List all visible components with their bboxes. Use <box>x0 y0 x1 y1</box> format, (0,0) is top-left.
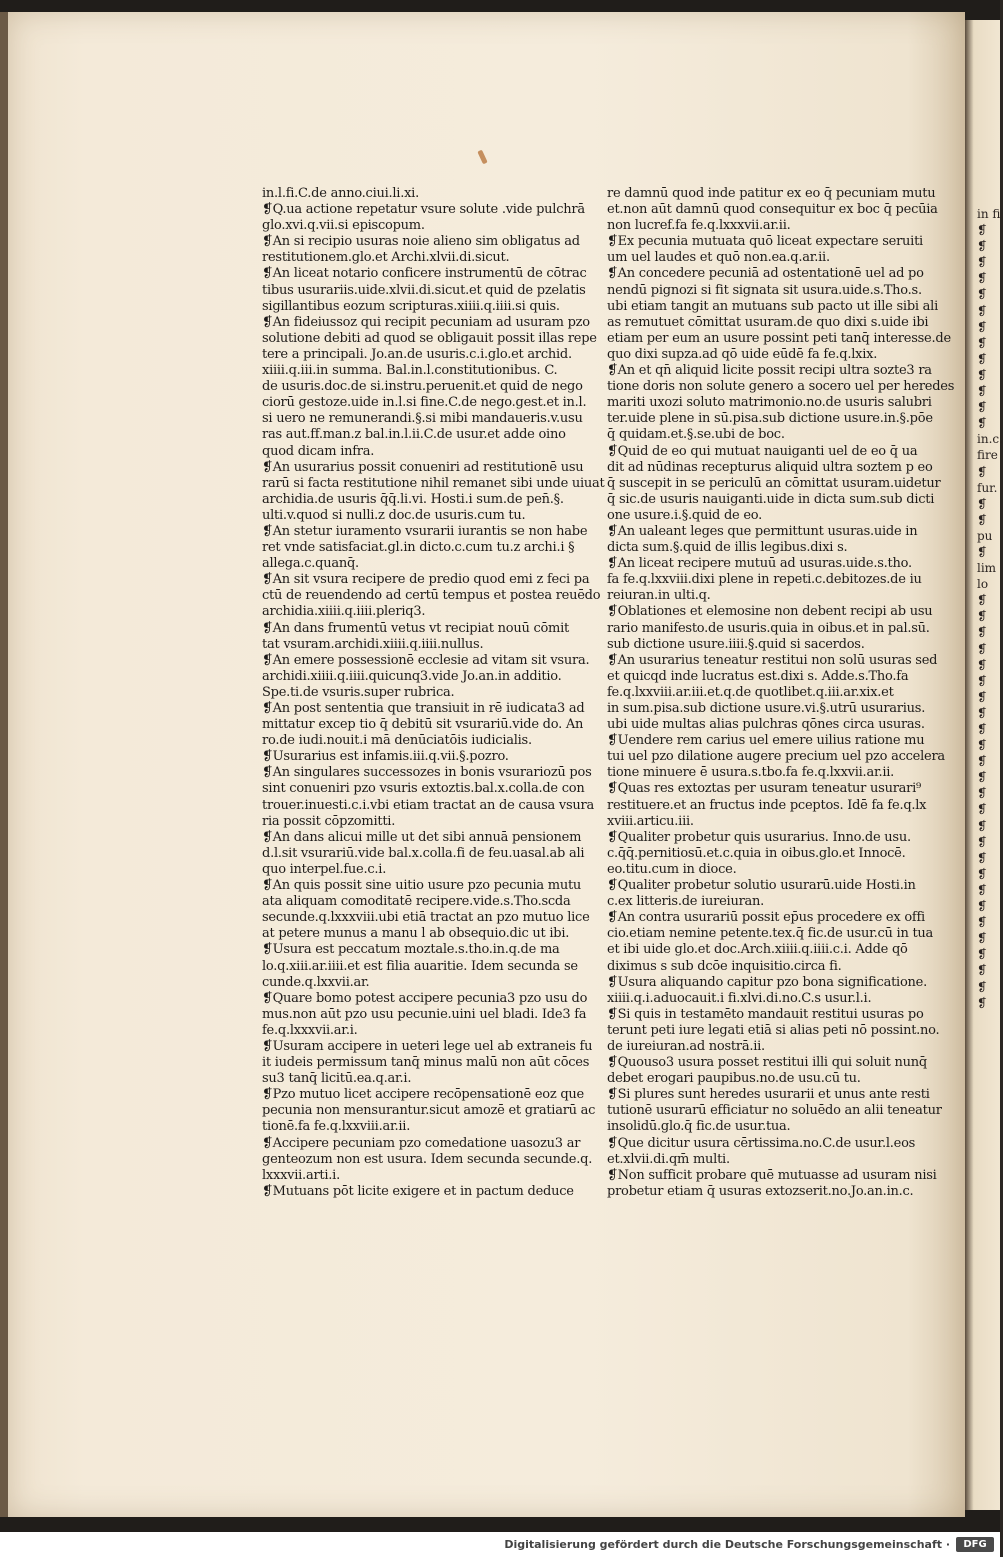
right-column-line: ubi uide multas alias pulchras qōnes circa usuras. <box>607 717 925 733</box>
edge-fragments-line: fire <box>977 448 998 463</box>
left-column-line: ❡An si recipio usuras noie alieno sim obligatus ad <box>262 234 580 250</box>
right-column-line: ❡Quouso3 usura posset restitui illi qui soluit nunq̄ <box>607 1055 927 1071</box>
left-column-line: ❡Accipere pecuniam pzo comedatione uasozu3 ar <box>262 1135 581 1151</box>
edge-fragments-line: ❡ <box>977 384 988 399</box>
edge-fragments-line: ❡ <box>977 963 988 978</box>
edge-fragments-line: ❡ <box>977 464 988 479</box>
left-column-line: cunde.q.lxxvii.ar. <box>262 974 370 990</box>
left-column-line: ❡An sit vsura recipere de predio quod emi z feci pa <box>262 572 590 588</box>
right-column-line: fe.q.lxxviii.ar.iii.et.q.de quotlibet.q.iii.ar.xix.et <box>607 684 894 700</box>
left-column-line: ❡An stetur iuramento vsurarii iurantis se non habe <box>262 523 588 539</box>
left-column-line: allega.c.quanq̄. <box>262 556 359 572</box>
left-column-line: ata aliquam comoditatē recipere.vide.s.Tho.scda <box>262 894 571 910</box>
edge-fragments-line: ❡ <box>977 995 988 1010</box>
right-column-line: eo.titu.cum in dioce. <box>607 861 737 877</box>
edge-fragments-line: pu <box>977 528 993 543</box>
edge-fragments-line: ❡ <box>977 770 988 785</box>
left-column-line: it iudeis permissum tanq̄ minus malū non aūt cōces <box>262 1055 590 1071</box>
right-column-line: tutionē usurarū efficiatur no soluēdo an alii teneatur <box>607 1103 942 1119</box>
edge-fragments-line: ❡ <box>977 931 988 946</box>
right-column-line: tui uel pzo dilatione augere precium uel pzo accelera <box>607 749 945 765</box>
edge-fragments-line: ❡ <box>977 609 988 624</box>
edge-fragments-line: ❡ <box>977 915 988 930</box>
left-column-line: restitutionem.glo.et Archi.xlvii.di.sicut. <box>262 250 510 266</box>
edge-fragments-line: ❡ <box>977 400 988 415</box>
edge-fragments-line: ❡ <box>977 255 988 270</box>
right-column-line: nendū pignozi si fit signata sit usura.uide.s.Tho.s. <box>607 282 922 298</box>
left-column-line: de usuris.doc.de si.instru.peruenit.et quid de nego <box>262 379 583 395</box>
left-column-line: ❡An quis possit sine uitio usure pzo pecunia mutu <box>262 878 582 894</box>
right-column-line: ❡An ualeant leges que permittunt usuras.uide in <box>607 523 918 539</box>
left-column-line: d.l.sit vsurariū.vide bal.x.colla.fi de feu.uasal.ab ali <box>262 845 585 861</box>
right-column-line: cio.etiam nemine petente.tex.q̄ fic.de usur.cū in tua <box>607 926 934 942</box>
left-column-line: ria possit cōpzomitti. <box>262 813 396 829</box>
right-column-line: re damnū quod inde patitur ex eo q̄ pecuniam mutu <box>607 186 936 201</box>
edge-fragments-line: ❡ <box>977 866 988 881</box>
left-column-line: fe.q.lxxxvii.ar.i. <box>262 1022 358 1038</box>
left-column-line: tionē.fa fe.q.lxxviii.ar.ii. <box>262 1119 411 1135</box>
right-column-line: ❡Ex pecunia mutuata quō liceat expectare seruiti <box>607 234 923 250</box>
edge-fragments-line: ❡ <box>977 947 988 962</box>
right-column-line: sub dictione usure.iiii.§.quid si sacerdos. <box>607 636 865 652</box>
left-column-line: tat vsuram.archidi.xiiii.q.iiii.nullus. <box>262 636 484 652</box>
edge-fragments-line: ❡ <box>977 673 988 688</box>
edge-fragments-line: lo <box>977 577 989 592</box>
left-column-line: at petere munus a manu l ab obsequio.dic ut ibi. <box>262 926 570 942</box>
left-column-line: ❡An usurarius possit conueniri ad restitutionē usu <box>262 459 584 475</box>
left-column-line: mus.non aūt pzo usu pecunie.uini uel bladi. Ide3 fa <box>262 1006 587 1022</box>
right-column-line: xviii.articu.iii. <box>607 813 694 829</box>
right-column-line: q̄ suscepit in se periculū an cōmittat usuram.uidetur <box>607 475 941 491</box>
right-column-line: tione minuere ē usura.s.tbo.fa fe.q.lxxvii.ar.ii. <box>607 765 895 781</box>
right-column-line: mariti uxozi soluto matrimonio.no.de usuris salubri <box>607 395 932 411</box>
left-column-line: ❡An dans alicui mille ut det sibi annuā pensionem <box>262 829 582 845</box>
left-column-line: Spe.ti.de vsuris.super rubrica. <box>262 684 455 700</box>
edge-fragments-line: ❡ <box>977 882 988 897</box>
edge-fragments-line: ❡ <box>977 496 988 511</box>
edge-fragments-line: ❡ <box>977 239 988 254</box>
left-column-line: trouer.inuesti.c.i.vbi etiam tractat an de causa vsura <box>262 797 594 813</box>
left-column-line: secunde.q.lxxxviii.ubi etiā tractat an pzo mutuo lice <box>262 910 590 926</box>
edge-fragments-line: ❡ <box>977 705 988 720</box>
left-column-line: sint conueniri pzo vsuris extoztis.bal.x.colla.de con <box>262 781 585 797</box>
right-column-line: et quicqd inde lucratus est.dixi s. Adde.s.Tho.fa <box>607 668 909 684</box>
edge-fragments-line: ❡ <box>977 850 988 865</box>
edge-fragments-line: ❡ <box>977 834 988 849</box>
left-column-line: ❡An dans frumentū vetus vt recipiat nouū cōmit <box>262 620 570 636</box>
left-column-line: ❡An post sententia que transiuit in rē iudicata3 ad <box>262 701 585 716</box>
edge-fragments-line: ❡ <box>977 416 988 431</box>
right-column-line: restituere.et an fructus inde pceptos. Idē fa fe.q.lx <box>607 797 927 813</box>
left-column-line: sigillantibus eozum scripturas.xiiii.q.iiii.si quis. <box>262 298 560 314</box>
edge-fragments-line: ❡ <box>977 335 988 350</box>
left-text-column <box>262 186 605 1200</box>
left-column-line: solutione debiti ad quod se obligauit possit illas repe <box>262 330 597 346</box>
right-column-line: dit ad nūdinas recepturus aliquid ultra soztem p eo <box>607 459 933 475</box>
dfg-logo: DFG <box>956 1537 994 1552</box>
left-column-line: ❡Mutuans pōt licite exigere et in pactum deduce <box>262 1183 574 1199</box>
left-column-line: glo.xvi.q.vii.si episcopum. <box>262 218 425 234</box>
left-column-line: ❡Quare bomo potest accipere pecunia3 pzo usu do <box>262 990 588 1006</box>
right-column-line: et.non aūt damnū quod consequitur ex boc q̄ pecūia <box>607 202 938 218</box>
left-column-line: ❡An emere possessionē ecclesie ad vitam sit vsura. <box>262 652 590 668</box>
edge-fragments-line: ❡ <box>977 802 988 817</box>
left-column-line: rarū si facta restitutione nihil remanet sibi unde uiuat <box>262 475 605 491</box>
right-column-line: ❡An contra usurariū possit ep̄us procedere ex offi <box>607 910 925 926</box>
left-column-line: ras aut.ff.man.z bal.in.l.ii.C.de usur.et adde oino <box>262 427 566 443</box>
left-column-line: ❡An fideiussoz qui recipit pecuniam ad usuram pzo <box>262 314 590 330</box>
right-column-line: c.ex litteris.de iureiuran. <box>607 894 765 910</box>
right-column-line: ❡Quas res extoztas per usuram teneatur usurari⁹ <box>607 781 921 797</box>
right-column-line: ❡Uendere rem carius uel emere uilius ratione mu <box>607 733 925 749</box>
edge-fragments-line: ❡ <box>977 899 988 914</box>
left-column-line: ciorū gestoze.uide in.l.si fine.C.de nego.gest.et in.l. <box>262 395 587 411</box>
edge-fragments-line: ❡ <box>977 641 988 656</box>
edge-fragments-line: in.c. <box>977 432 1003 447</box>
digitization-footer <box>0 1532 1000 1557</box>
edge-fragments-line: in fi <box>977 207 1001 221</box>
right-column-line: ❡An usurarius teneatur restitui non solū usuras sed <box>607 652 938 668</box>
right-column-line: debet erogari paupibus.no.de usu.cū tu. <box>607 1071 861 1087</box>
edge-fragments-line: ❡ <box>977 271 988 286</box>
book-gutter <box>0 12 8 1517</box>
left-column-line: in.l.fi.C.de anno.ciui.li.xi. <box>262 186 419 201</box>
edge-fragments-line: ❡ <box>977 786 988 801</box>
right-column-line: q̄ sic.de usuris nauiganti.uide in dicta sum.sub dicti <box>607 491 935 507</box>
left-column-line: quo interpel.fue.c.i. <box>262 861 387 877</box>
right-column-line: um uel laudes et quō non.ea.q.ar.ii. <box>607 250 830 266</box>
edge-fragments-line: lim <box>977 561 997 576</box>
left-column-line: lxxxvii.arti.i. <box>262 1167 340 1183</box>
left-column-line: ❡Usuram accipere in ueteri lege uel ab extraneis fu <box>262 1038 593 1054</box>
footer-credit: Digitalisierung gefördert durch die Deutsche Forschungsgemeinschaft · <box>504 1538 950 1551</box>
right-column-line: ❡Que dicitur usura cērtissima.no.C.de usur.l.eos <box>607 1135 916 1151</box>
right-column-line: ❡Usura aliquando capitur pzo bona significatione. <box>607 974 927 990</box>
right-column-line: one usure.i.§.quid de eo. <box>607 507 763 523</box>
edge-fragments-line: ❡ <box>977 303 988 318</box>
right-column-line: ❡An et qn̄ aliquid licite possit recipi ultra sozte3 ra <box>607 363 932 379</box>
right-column-line: ❡Qualiter probetur quis usurarius. Inno.de usu. <box>607 829 911 845</box>
right-column-line: reiuran.in ulti.q. <box>607 588 711 604</box>
edge-fragments-line: ❡ <box>977 722 988 736</box>
edge-fragments-line: ❡ <box>977 657 988 672</box>
right-column-line: diximus s sub dcōe inquisitio.circa fi. <box>607 958 842 974</box>
right-column-line: dicta sum.§.quid de illis legibus.dixi s. <box>607 540 848 556</box>
left-column-line: ro.de iudi.nouit.i mā denūciatōis iudicialis. <box>262 733 532 749</box>
left-column-line: quod dicam infra. <box>262 443 375 459</box>
right-column-line: insolidū.glo.q̄ fic.de usur.tua. <box>607 1119 791 1135</box>
edge-fragments-line: ❡ <box>977 223 988 238</box>
left-column-line: archidia.de usuris q̄q̄.li.vi. Hosti.i sum.de pen̄.§. <box>262 491 564 507</box>
right-column-line: ❡Oblationes et elemosine non debent recipi ab usu <box>607 604 933 620</box>
edge-fragments-line: ❡ <box>977 738 988 753</box>
left-column-line: ❡Pzo mutuo licet accipere recōpensationē eoz que <box>262 1087 584 1103</box>
left-column-line: si uero ne remunerandi.§.si mibi mandaueris.v.usu <box>262 411 583 427</box>
right-text-column <box>607 186 955 1200</box>
right-column-line: non lucref.fa fe.q.lxxxvii.ar.ii. <box>607 218 791 234</box>
right-column-line: quo dixi supza.ad qō uide eūdē fa fe.q.lxix. <box>607 346 878 362</box>
left-column-line: ❡An singulares successozes in bonis vsurariozū pos <box>262 765 592 781</box>
left-column-line: ret vnde satisfaciat.gl.in dicto.c.cum tu.z archi.i § <box>262 540 575 556</box>
left-column-line: ❡Q.ua actione repetatur vsure solute .vide pulchrā <box>262 202 585 218</box>
right-column-line: c.q̄q̄.pernitiosū.et.c.quia in oibus.glo.et Innocē. <box>607 845 906 861</box>
right-column-line: tione doris non solute genero a socero uel per heredes <box>607 379 955 395</box>
edge-fragments-line: fur. <box>977 480 998 495</box>
left-column-line: mittatur excep tio q̄ debitū sit vsurariū.vide do. An <box>262 717 584 733</box>
left-column-line: ulti.v.quod si nulli.z doc.de usuris.cum tu. <box>262 507 526 523</box>
left-column-line: pecunia non mensurantur.sicut amozē et gratiarū ac <box>262 1103 596 1119</box>
left-column-line: ❡Usura est peccatum moztale.s.tho.in.q.de ma <box>262 942 560 958</box>
right-column-line: rario manifesto.de usuris.quia in oibus.et in pal.sū. <box>607 620 930 636</box>
edge-fragments-line: ❡ <box>977 754 988 769</box>
edge-fragments-line: ❡ <box>977 689 988 704</box>
right-column-line: et ibi uide glo.et doc.Arch.xiiii.q.iiii.c.i. Adde qō <box>607 942 908 958</box>
left-column-line: lo.q.xiii.ar.iiii.et est filia auaritie. Idem secunda se <box>262 958 578 974</box>
right-column-line: xiiii.q.i.aduocauit.i fi.xlvi.di.no.C.s usur.l.i. <box>607 990 872 1006</box>
left-column-line: xiiii.q.iii.in summa. Bal.in.l.constitutionibus. C. <box>262 363 558 379</box>
right-column-line: de iureiuran.ad nostrā.ii. <box>607 1038 765 1054</box>
right-column-line: in sum.pisa.sub dictione usure.vi.§.utrū usurarius. <box>607 701 926 716</box>
left-column-line: su3 tanq̄ licitū.ea.q.ar.i. <box>262 1071 412 1087</box>
edge-fragments-line: ❡ <box>977 512 988 527</box>
edge-fragments-line: ❡ <box>977 625 988 640</box>
right-column-line: etiam per eum an usure possint peti tanq̄ interesse.de <box>607 330 951 346</box>
left-column-line: archidi.xiiii.q.iiii.quicunq3.vide Jo.an.in additio. <box>262 668 562 684</box>
right-column-line: ❡Si plures sunt heredes usurarii et unus ante resti <box>607 1087 930 1103</box>
right-column-line: q̄ quidam.et.§.se.ubi de boc. <box>607 427 785 443</box>
left-column-line: genteozum non est usura. Idem secunda secunde.q. <box>262 1151 593 1167</box>
right-column-line: fa fe.q.lxxviii.dixi plene in repeti.c.debitozes.de iu <box>607 572 922 588</box>
right-column-line: terunt peti iure legati etiā si alias peti nō possint.no. <box>607 1022 940 1038</box>
right-column-line: probetur etiam q̄ usuras extozserit.no.Jo.an.in.c. <box>607 1183 914 1199</box>
right-column-line: ❡An liceat recipere mutuū ad usuras.uide.s.tho. <box>607 556 912 572</box>
edge-fragments-line: ❡ <box>977 367 988 382</box>
right-column-line: ubi etiam tangit an mutuans sub pacto ut ille sibi ali <box>607 298 938 314</box>
edge-fragments-line: ❡ <box>977 287 988 302</box>
facing-page-fragments <box>965 206 1003 1011</box>
left-column-line: tibus usurariis.uide.xlvii.di.sicut.et quid de pzelatis <box>262 282 586 298</box>
right-column-line: ❡Non sufficit probare quē mutuasse ad usuram nisi <box>607 1167 937 1183</box>
edge-fragments-line: ❡ <box>977 593 988 608</box>
right-column-line: ❡Quid de eo qui mutuat nauiganti uel de eo q̄ ua <box>607 443 918 459</box>
edge-fragments-line: ❡ <box>977 818 988 833</box>
facing-page-edge <box>965 20 1003 1510</box>
left-column-line: tere a principali. Jo.an.de usuris.c.i.glo.et archid. <box>262 346 572 362</box>
left-column-line: ctū de reuendendo ad certū tempus et postea reuēdo <box>262 588 601 604</box>
right-column-line: et.xlvii.di.qm̄ multi. <box>607 1151 730 1167</box>
right-column-line: ❡An concedere pecuniā ad ostentationē uel ad po <box>607 266 924 282</box>
right-column-line: ter.uide plene in sū.pisa.sub dictione usure.in.§.pōe <box>607 411 933 427</box>
edge-fragments-line: ❡ <box>977 979 988 994</box>
left-column-line: ❡An liceat notario conficere instrumentū de cōtrac <box>262 266 587 282</box>
edge-fragments-line: ❡ <box>977 544 988 559</box>
right-column-line: ❡Si quis in testamēto mandauit restitui usuras po <box>607 1006 924 1022</box>
left-column-line: archidia.xiiii.q.iiii.pleriq3. <box>262 604 426 620</box>
left-column-line: ❡Usurarius est infamis.iii.q.vii.§.pozro. <box>262 749 509 765</box>
right-column-line: ❡Qualiter probetur solutio usurarū.uide Hosti.in <box>607 878 916 894</box>
edge-fragments-line: ❡ <box>977 319 988 334</box>
edge-fragments-line: ❡ <box>977 351 988 366</box>
right-column-line: as remutuet cōmittat usuram.de quo dixi s.uide ibi <box>607 314 929 330</box>
